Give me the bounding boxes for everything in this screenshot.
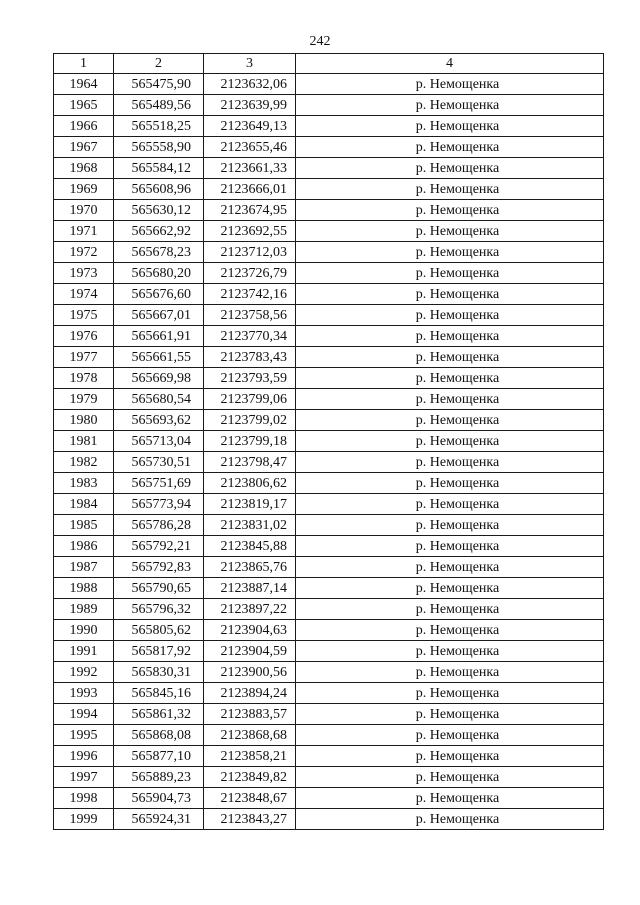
point-number-cell: 1980 [54,410,114,431]
x-coordinate-cell: 565889,23 [114,767,204,788]
point-number-cell: 1978 [54,368,114,389]
description-cell: р. Немощенка [296,95,604,116]
y-coordinate-cell: 2123632,06 [204,74,296,95]
y-coordinate-cell: 2123843,27 [204,809,296,830]
table-row [54,221,604,242]
y-coordinate-cell: 2123726,79 [204,263,296,284]
y-coordinate-cell: 2123661,33 [204,158,296,179]
table-row [54,74,604,95]
point-number-cell: 1969 [54,179,114,200]
table-row [54,305,604,326]
x-coordinate-cell: 565773,94 [114,494,204,515]
y-coordinate-cell: 2123865,76 [204,557,296,578]
point-number-cell: 1967 [54,137,114,158]
x-coordinate-cell: 565676,60 [114,284,204,305]
table-row [54,578,604,599]
x-coordinate-cell: 565796,32 [114,599,204,620]
x-coordinate-cell: 565861,32 [114,704,204,725]
x-coordinate-cell: 565584,12 [114,158,204,179]
x-coordinate-cell: 565904,73 [114,788,204,809]
y-coordinate-cell: 2123894,24 [204,683,296,704]
point-number-cell: 1985 [54,515,114,536]
point-number-cell: 1990 [54,620,114,641]
y-coordinate-cell: 2123904,59 [204,641,296,662]
table-row [54,368,604,389]
x-coordinate-cell: 565608,96 [114,179,204,200]
table-row [54,410,604,431]
description-cell: р. Немощенка [296,284,604,305]
description-cell: р. Немощенка [296,74,604,95]
table-row [54,284,604,305]
table-row [54,725,604,746]
table-row [54,809,604,830]
point-number-cell: 1964 [54,74,114,95]
description-cell: р. Немощенка [296,746,604,767]
table-row [54,242,604,263]
x-coordinate-cell: 565667,01 [114,305,204,326]
y-coordinate-cell: 2123799,18 [204,431,296,452]
y-coordinate-cell: 2123692,55 [204,221,296,242]
x-coordinate-cell: 565475,90 [114,74,204,95]
x-coordinate-cell: 565751,69 [114,473,204,494]
point-number-cell: 1982 [54,452,114,473]
description-cell: р. Немощенка [296,200,604,221]
x-coordinate-cell: 565713,04 [114,431,204,452]
point-number-cell: 1988 [54,578,114,599]
y-coordinate-cell: 2123742,16 [204,284,296,305]
table-row [54,536,604,557]
coordinates-table [53,53,604,830]
description-cell: р. Немощенка [296,662,604,683]
table-row [54,158,604,179]
point-number-cell: 1973 [54,263,114,284]
y-coordinate-cell: 2123799,02 [204,410,296,431]
x-coordinate-cell: 565805,62 [114,620,204,641]
x-coordinate-cell: 565630,12 [114,200,204,221]
table-row [54,389,604,410]
description-cell: р. Немощенка [296,809,604,830]
description-cell: р. Немощенка [296,326,604,347]
x-coordinate-cell: 565489,56 [114,95,204,116]
y-coordinate-cell: 2123712,03 [204,242,296,263]
y-coordinate-cell: 2123831,02 [204,515,296,536]
y-coordinate-cell: 2123639,99 [204,95,296,116]
x-coordinate-cell: 565680,54 [114,389,204,410]
x-coordinate-cell: 565868,08 [114,725,204,746]
x-coordinate-cell: 565558,90 [114,137,204,158]
column-header-3: 3 [204,54,296,74]
description-cell: р. Немощенка [296,158,604,179]
point-number-cell: 1975 [54,305,114,326]
point-number-cell: 1965 [54,95,114,116]
description-cell: р. Немощенка [296,452,604,473]
y-coordinate-cell: 2123900,56 [204,662,296,683]
point-number-cell: 1995 [54,725,114,746]
description-cell: р. Немощенка [296,599,604,620]
table-row [54,788,604,809]
x-coordinate-cell: 565924,31 [114,809,204,830]
table-row [54,326,604,347]
table-row [54,662,604,683]
description-cell: р. Немощенка [296,389,604,410]
y-coordinate-cell: 2123770,34 [204,326,296,347]
y-coordinate-cell: 2123845,88 [204,536,296,557]
table-row [54,179,604,200]
point-number-cell: 1996 [54,746,114,767]
column-header-1: 1 [54,54,114,74]
description-cell: р. Немощенка [296,410,604,431]
y-coordinate-cell: 2123806,62 [204,473,296,494]
point-number-cell: 1989 [54,599,114,620]
description-cell: р. Немощенка [296,725,604,746]
table-row [54,431,604,452]
y-coordinate-cell: 2123887,14 [204,578,296,599]
y-coordinate-cell: 2123849,82 [204,767,296,788]
table-row [54,263,604,284]
table-row [54,683,604,704]
x-coordinate-cell: 565845,16 [114,683,204,704]
table-body [54,74,604,830]
description-cell: р. Немощенка [296,137,604,158]
point-number-cell: 1968 [54,158,114,179]
description-cell: р. Немощенка [296,473,604,494]
table-row [54,620,604,641]
y-coordinate-cell: 2123883,57 [204,704,296,725]
point-number-cell: 1994 [54,704,114,725]
y-coordinate-cell: 2123904,63 [204,620,296,641]
x-coordinate-cell: 565730,51 [114,452,204,473]
table-header [54,54,604,74]
x-coordinate-cell: 565790,65 [114,578,204,599]
point-number-cell: 1974 [54,284,114,305]
table-row [54,95,604,116]
table-row [54,557,604,578]
x-coordinate-cell: 565518,25 [114,116,204,137]
x-coordinate-cell: 565693,62 [114,410,204,431]
point-number-cell: 1983 [54,473,114,494]
table-row [54,116,604,137]
description-cell: р. Немощенка [296,536,604,557]
point-number-cell: 1979 [54,389,114,410]
table-row [54,704,604,725]
y-coordinate-cell: 2123758,56 [204,305,296,326]
table-row [54,515,604,536]
x-coordinate-cell: 565877,10 [114,746,204,767]
column-header-2: 2 [114,54,204,74]
table-row [54,452,604,473]
y-coordinate-cell: 2123868,68 [204,725,296,746]
description-cell: р. Немощенка [296,557,604,578]
x-coordinate-cell: 565792,83 [114,557,204,578]
description-cell: р. Немощенка [296,347,604,368]
point-number-cell: 1981 [54,431,114,452]
x-coordinate-cell: 565830,31 [114,662,204,683]
y-coordinate-cell: 2123848,67 [204,788,296,809]
x-coordinate-cell: 565662,92 [114,221,204,242]
point-number-cell: 1987 [54,557,114,578]
x-coordinate-cell: 565817,92 [114,641,204,662]
x-coordinate-cell: 565680,20 [114,263,204,284]
header-row [54,54,604,74]
description-cell: р. Немощенка [296,116,604,137]
description-cell: р. Немощенка [296,788,604,809]
y-coordinate-cell: 2123655,46 [204,137,296,158]
description-cell: р. Немощенка [296,641,604,662]
x-coordinate-cell: 565669,98 [114,368,204,389]
description-cell: р. Немощенка [296,515,604,536]
y-coordinate-cell: 2123674,95 [204,200,296,221]
description-cell: р. Немощенка [296,179,604,200]
point-number-cell: 1986 [54,536,114,557]
table-row [54,200,604,221]
point-number-cell: 1991 [54,641,114,662]
y-coordinate-cell: 2123649,13 [204,116,296,137]
point-number-cell: 1999 [54,809,114,830]
y-coordinate-cell: 2123819,17 [204,494,296,515]
point-number-cell: 1966 [54,116,114,137]
column-header-4: 4 [296,54,604,74]
description-cell: р. Немощенка [296,767,604,788]
description-cell: р. Немощенка [296,305,604,326]
y-coordinate-cell: 2123666,01 [204,179,296,200]
table-row [54,599,604,620]
y-coordinate-cell: 2123793,59 [204,368,296,389]
point-number-cell: 1977 [54,347,114,368]
description-cell: р. Немощенка [296,494,604,515]
description-cell: р. Немощенка [296,368,604,389]
point-number-cell: 1970 [54,200,114,221]
point-number-cell: 1976 [54,326,114,347]
point-number-cell: 1971 [54,221,114,242]
table-row [54,494,604,515]
point-number-cell: 1992 [54,662,114,683]
table-row [54,473,604,494]
y-coordinate-cell: 2123858,21 [204,746,296,767]
description-cell: р. Немощенка [296,242,604,263]
description-cell: р. Немощенка [296,620,604,641]
description-cell: р. Немощенка [296,221,604,242]
y-coordinate-cell: 2123798,47 [204,452,296,473]
x-coordinate-cell: 565661,91 [114,326,204,347]
x-coordinate-cell: 565792,21 [114,536,204,557]
y-coordinate-cell: 2123897,22 [204,599,296,620]
table-row [54,746,604,767]
x-coordinate-cell: 565678,23 [114,242,204,263]
point-number-cell: 1972 [54,242,114,263]
table-row [54,767,604,788]
description-cell: р. Немощенка [296,431,604,452]
table-row [54,641,604,662]
description-cell: р. Немощенка [296,263,604,284]
x-coordinate-cell: 565661,55 [114,347,204,368]
x-coordinate-cell: 565786,28 [114,515,204,536]
table-row [54,137,604,158]
y-coordinate-cell: 2123799,06 [204,389,296,410]
y-coordinate-cell: 2123783,43 [204,347,296,368]
point-number-cell: 1993 [54,683,114,704]
description-cell: р. Немощенка [296,578,604,599]
point-number-cell: 1984 [54,494,114,515]
point-number-cell: 1997 [54,767,114,788]
point-number-cell: 1998 [54,788,114,809]
page-number: 242 [309,34,331,49]
description-cell: р. Немощенка [296,683,604,704]
description-cell: р. Немощенка [296,704,604,725]
table-row [54,347,604,368]
